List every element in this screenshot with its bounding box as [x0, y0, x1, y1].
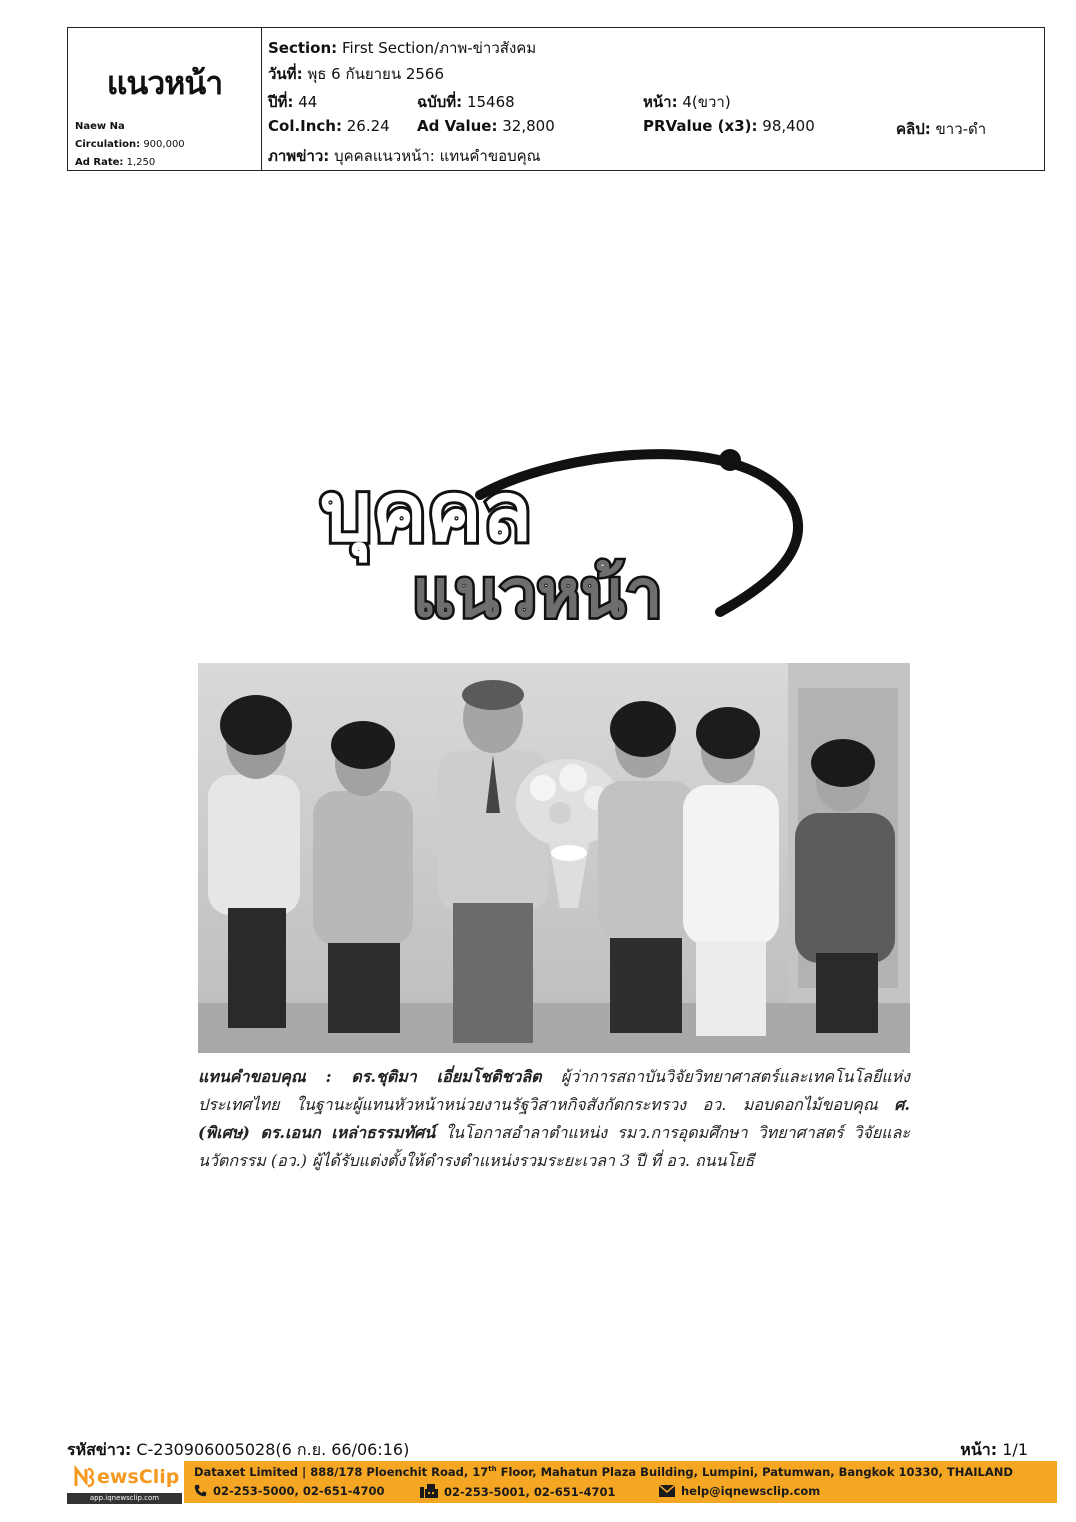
- email-icon: [659, 1485, 675, 1497]
- colinch-field: [268, 117, 390, 135]
- company-address: [194, 1465, 1013, 1479]
- clip-value: ขาว-ดำ: [935, 120, 987, 138]
- news-photo-field: [268, 144, 541, 168]
- colinch-label: Col.Inch:: [268, 117, 342, 135]
- news-photo: [198, 663, 910, 1053]
- clip-field: [896, 117, 986, 141]
- newsclip-url: app.iqnewsclip.com: [67, 1493, 182, 1504]
- section-label: Section:: [268, 39, 338, 57]
- news-id: [67, 1438, 409, 1463]
- fax-icon: [420, 1484, 438, 1498]
- year-value: 44: [298, 93, 318, 111]
- masthead-logo: แนวหน้า: [106, 64, 223, 102]
- advalue-field: [417, 117, 555, 135]
- publication-panel: [68, 28, 262, 170]
- ad-rate-label: Ad Rate:: [75, 157, 124, 168]
- date-value: พุธ 6 กันยายน 2566: [307, 65, 445, 83]
- page-count-label: หน้า:: [960, 1440, 998, 1459]
- advalue-value: 32,800: [502, 117, 555, 135]
- photo-floor: [198, 1003, 910, 1053]
- issue-label: ฉบับที่:: [417, 93, 463, 111]
- caption-highlight-2: ศ.(พิเศษ) ดร.เอนก เหล่าธรรมทัศน์: [198, 1095, 910, 1142]
- page-count-value: 1/1: [1002, 1440, 1028, 1459]
- section-logo: [300, 440, 810, 630]
- company-line-rest: Floor, Mahatun Plaza Building, Lumpini, Patumwan, Bangkok 10330, THAILAND: [496, 1465, 1013, 1479]
- circulation-label: Circulation:: [75, 139, 141, 150]
- publication-name: Naew Na: [75, 121, 125, 132]
- email-address[interactable]: help@iqnewsclip.com: [681, 1484, 821, 1498]
- advalue-label: Ad Value:: [417, 117, 498, 135]
- year-label: ปีที่:: [268, 93, 294, 111]
- group-photo-illustration: [198, 663, 910, 1053]
- company-sup: th: [488, 1465, 497, 1474]
- page-field: [643, 90, 731, 114]
- page-value: 4(ขวา): [682, 93, 731, 111]
- caption-text-1: ผู้ว่าการสถาบันวิจัยวิทยาศาสตร์และเทคโนโลยีแห่งประเทศไทย ในฐานะผู้แทนหัวหน้าหน่วยงานรัฐวิสาหกิจสังกัดกระทรวง อว. มอบดอกไม้ขอบคุณ: [198, 1067, 910, 1114]
- date-field: [268, 62, 444, 86]
- newsclip-logo-text: ewsClip: [97, 1466, 180, 1488]
- fax-numbers: 02-253-5001, 02-651-4701: [444, 1485, 616, 1499]
- issue-field: [417, 90, 515, 114]
- circulation-value: 900,000: [143, 139, 185, 150]
- photo-caption: [198, 1063, 910, 1175]
- date-label: วันที่:: [268, 65, 303, 83]
- caption-text-2: ในโอกาสอำลาตำแหน่ง รมว.การอุดมศึกษา วิทยาศาสตร์ วิจัยและนวัตกรรม (อว.) ผู้ได้รับแต่งตั้งให้ดำรงตำแหน่งรวมระยะเวลา 3 ปี ที่ อว. ถนนโยธี: [198, 1123, 911, 1170]
- year-field: [268, 90, 317, 114]
- phone-item: [194, 1484, 385, 1498]
- colinch-value: 26.24: [346, 117, 390, 135]
- prvalue-value: 98,400: [762, 117, 815, 135]
- page-count: [960, 1438, 1028, 1463]
- fax-item: [420, 1484, 616, 1499]
- logo-line-2: แนวหน้า: [412, 555, 663, 630]
- clipping-header: [67, 27, 1045, 171]
- section-value: First Section/ภาพ-ข่าวสังคม: [341, 39, 537, 57]
- ad-rate: [75, 157, 155, 168]
- footer-contact-bar: [184, 1461, 1057, 1503]
- ad-rate-value: 1,250: [126, 157, 156, 168]
- page-label: หน้า:: [643, 93, 678, 111]
- circulation: [75, 139, 185, 150]
- caption-highlight-1: แทนคำขอบคุณ : ดร.ชุติมา เอี่ยมโชติชวลิต: [198, 1067, 542, 1086]
- company-line: Dataxet Limited | 888/178 Ploenchit Road, 17: [194, 1465, 489, 1479]
- news-id-label: รหัสข่าว:: [67, 1440, 132, 1459]
- issue-value: 15468: [466, 93, 515, 111]
- newsclip-mark-icon: [73, 1465, 97, 1489]
- news-id-value: C-230906005028(6 ก.ย. 66/06:16): [136, 1440, 410, 1459]
- clip-label: คลิป:: [896, 120, 931, 138]
- news-photo-label: ภาพข่าว:: [268, 147, 330, 165]
- logo-line-1: บุคคล: [320, 465, 533, 560]
- email-item: [659, 1484, 820, 1498]
- phone-numbers: 02-253-5000, 02-651-4700: [213, 1484, 385, 1498]
- news-photo-value: บุคคลแนวหน้า: แทนคำขอบคุณ: [334, 147, 541, 165]
- logo-orbit-dot: [719, 449, 741, 471]
- newsclip-logo: [67, 1461, 182, 1503]
- section-field: [268, 36, 536, 60]
- prvalue-field: [643, 117, 815, 135]
- prvalue-label: PRValue (x3):: [643, 117, 758, 135]
- phone-icon: [194, 1484, 207, 1497]
